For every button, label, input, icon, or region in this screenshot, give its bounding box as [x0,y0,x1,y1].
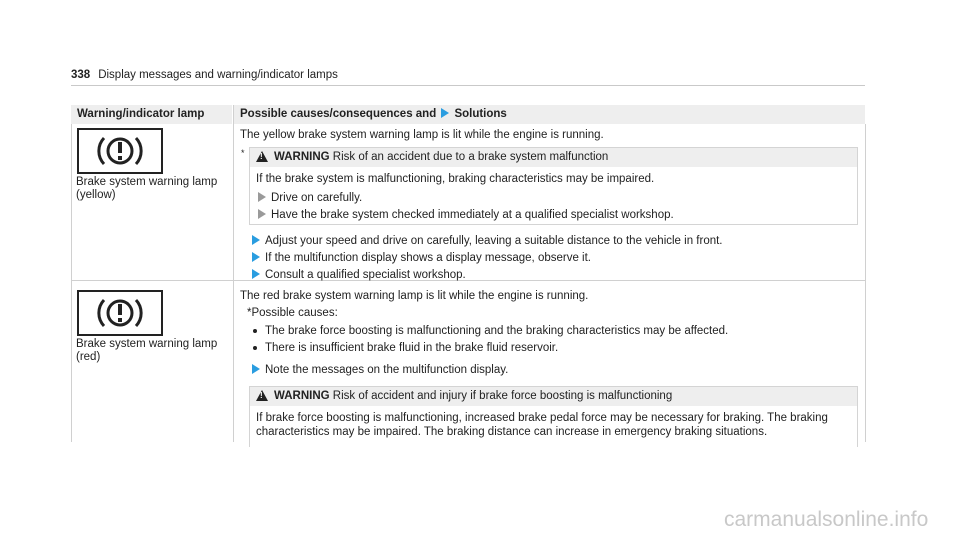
step-arrow-icon [252,252,260,262]
warning-title-row [256,151,608,164]
column-header-lamp: Warning/indicator lamp [71,105,232,124]
warning-title: WARNING [274,151,330,163]
step-arrow-icon [252,235,260,245]
row2-cause-2 [253,342,558,355]
warning-step-2 [256,209,674,222]
warning-body-line-1: If brake force boosting is malfunctioning, increased brake pedal force may be necessary for braking. The braking [256,412,828,424]
bullet-icon [253,346,257,350]
table-border-right [865,124,866,442]
lamp-label-color: (yellow) [76,189,116,201]
asterisk-marker: * [241,148,245,158]
arrow-right-icon [441,108,449,118]
warning-step-text: Drive on carefully. [271,192,363,205]
row1-step-3 [250,269,466,282]
row2-intro: The red brake system warning lamp is lit while the engine is running. [240,290,589,302]
table-column-divider [233,105,234,442]
row2-step [250,364,508,377]
column-header-causes-text: Possible causes/consequences and [240,108,437,120]
warning-text: Risk of an accident due to a brake system malfunction [332,151,609,163]
brake-warning-lamp-icon [77,128,163,174]
table-border-left [71,124,72,442]
step-text: Note the messages on the multifunction display. [265,364,509,377]
step-text: Adjust your speed and drive on carefully, leaving a suitable distance to the vehicle in front. [265,235,723,248]
bullet-icon [253,329,257,333]
step-text: If the multifunction display shows a display message, observe it. [265,252,591,265]
brake-warning-lamp-icon [77,290,163,336]
lamp-label-line: Brake system warning lamp [76,338,218,350]
step-arrow-icon [258,209,266,219]
row2-causes-label: *Possible causes: [247,307,338,319]
lamp-label-yellow [76,176,231,202]
step-arrow-icon [252,269,260,279]
step-arrow-icon [258,192,266,202]
step-text: Consult a qualified specialist workshop. [265,269,466,282]
row1-step-2 [250,252,591,265]
table-row-divider [71,280,866,281]
row2-cause-1 [253,325,728,338]
lamp-label-line: Brake system warning lamp [76,176,218,188]
page-header [71,69,865,86]
warning-step-text: Have the brake system checked immediately at a qualified specialist workshop. [271,209,674,222]
warning-triangle-icon [256,390,268,401]
warning-title: WARNING [274,390,330,402]
column-header-solutions-text: Solutions [454,108,507,120]
step-arrow-icon [252,364,260,374]
warning-body-line-2: characteristics may be impaired. The braking distance can increase in emergency braking situations. [256,426,768,438]
page-title: Display messages and warning/indicator lamps [98,69,338,81]
warning-step-1 [256,192,362,205]
cause-text: The brake force boosting is malfunctioning and the braking characteristics may be affected. [265,325,729,337]
warning-text: Risk of accident and injury if brake force boosting is malfunctioning [332,390,673,402]
lamp-label-red [76,338,231,364]
lamp-label-color: (red) [76,351,101,363]
watermark: carmanualsonline.info [724,508,929,531]
row1-intro: The yellow brake system warning lamp is lit while the engine is running. [240,129,604,141]
warning-body: If the brake system is malfunctioning, braking characteristics may be impaired. [256,173,655,185]
warning-title-row [256,390,672,403]
page-number: 338 [71,69,91,81]
warning-triangle-icon [256,151,268,162]
column-header-causes [234,105,865,124]
warning-box-force-boosting [249,386,858,447]
row1-step-1 [250,235,723,248]
warning-box-brake-malfunction [249,147,858,225]
cause-text: There is insufficient brake fluid in the brake fluid reservoir. [265,342,559,354]
